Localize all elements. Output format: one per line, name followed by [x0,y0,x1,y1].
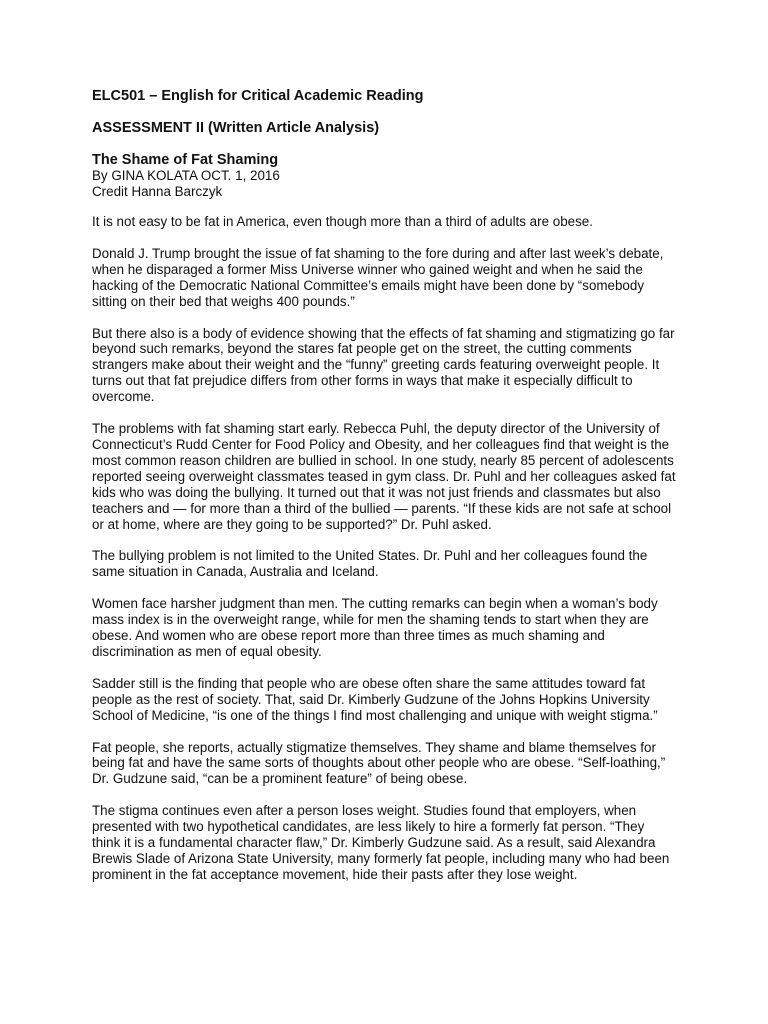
paragraph-5: The bullying problem is not limited to the United States. Dr. Puhl and her colleagues found the same situation in Canada, Australia and Iceland. [92,548,648,580]
paragraph-8: Fat people, she reports, actually stigmatize themselves. They shame and blame themselves for being fat and have the same sorts of thoughts about other people who are obese. “Self-loathing,” Dr. Gudzune said, “can be a prominent feature” of being obese. [92,739,666,787]
paragraph-6: Women face harsher judgment than men. The cutting remarks can begin when a woman’s body mass index is in the overweight range, while for men the shaming tends to start when they are obese. And women who are obese report more than three times as much shaming and discrimination as men of equal obesity. [92,596,658,659]
paragraph-2: Donald J. Trump brought the issue of fat shaming to the fore during and after last week’s debate, when he disparaged a former Miss Universe winner who gained weight and when he said the hacking of the Democratic National Committee’s emails might have been done by “somebody sitting on their bed that weighs 400 pounds.” [92,245,664,309]
article-byline: By GINA KOLATA OCT. 1, 2016 [92,168,280,183]
paragraph-3: But there also is a body of evidence showing that the effects of fat shaming and stigmatizing go far beyond such remarks, beyond the stares fat people get on the street, the cutting comments strangers make about their weight and the “funny” greeting cards featuring overweight people. It turns out that fat prejudice differs from other forms in ways that make it especially difficult to overcome. [92,325,675,405]
article-credit: Credit Hanna Barczyk [92,184,223,199]
article-title: The Shame of Fat Shaming [92,152,279,168]
paragraph-9: The stigma continues even after a person loses weight. Studies found that employers, when presented with two hypothetical candidates, are less likely to hire a formerly fat person. “They think it is a fundamental character flaw,” Dr. Kimberly Gudzune said. As a result, said Alexandra Brewis Slade of Arizona State University, many formerly fat people, including many who had been prominent in the fat acceptance movement, hide their pasts after they lose weight. [92,803,670,882]
paragraph-7: Sadder still is the finding that people who are obese often share the same attitudes toward fat people as the rest of society. That, said Dr. Kimberly Gudzune of the Johns Hopkins University School of Medicine, “is one of the things I find most challenging and unique with weight stigma.” [92,675,658,723]
paragraph-1: It is not easy to be fat in America, even though more than a third of adults are obese. [92,214,593,229]
course-title: ELC501 – English for Critical Academic Reading [92,88,424,104]
paragraph-4: The problems with fat shaming start early. Rebecca Puhl, the deputy director of the University of Connecticut’s Rudd Center for Food Policy and Obesity, and her colleagues find that weight is the most common reason children are bullied in school. In one study, nearly 85 percent of adolescents reported seeing overweight classmates teased in gym class. Dr. Puhl and her colleagues asked fat kids who was doing the bullying. It turned out that it was not just friends and classmates but also teachers and — for more than a third of the bullied — parents. “If these kids are not safe at school or at home, where are they going to be supported?” Dr. Puhl asked. [92,421,676,532]
assessment-title: ASSESSMENT II (Written Article Analysis) [92,120,380,136]
